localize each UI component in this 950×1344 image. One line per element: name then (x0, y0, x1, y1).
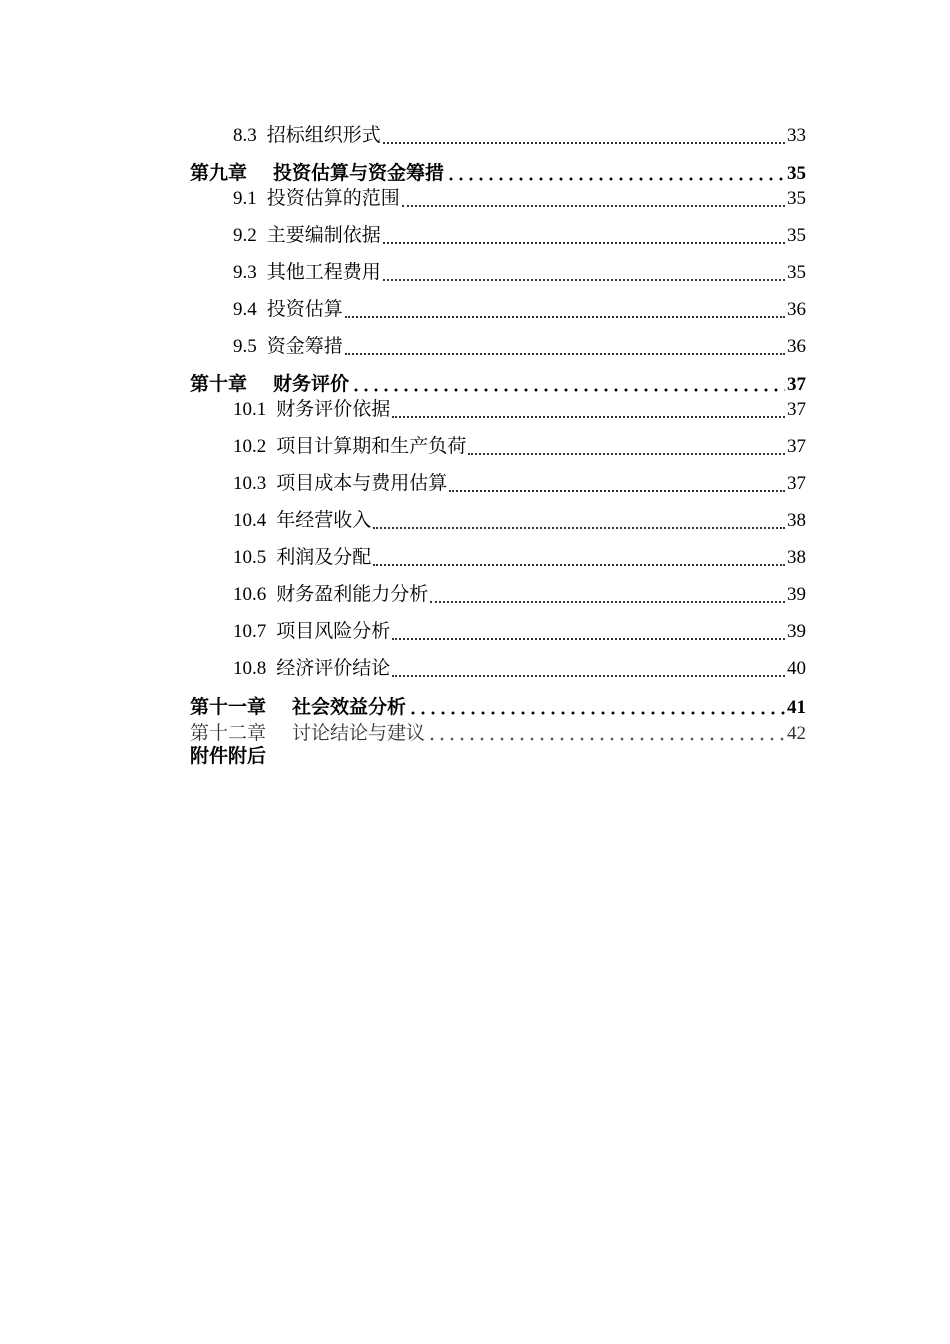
entry-title: 项目计算期和生产负荷 (276, 436, 467, 457)
toc-entry-10-7[interactable] (233, 618, 806, 646)
dot-leader (373, 519, 785, 529)
entry-title: 财务评价依据 (276, 399, 391, 420)
entry-page: 35 (787, 188, 806, 209)
dot-leader (449, 482, 785, 492)
toc-chapter-9[interactable] (190, 160, 806, 188)
dot-leader (392, 408, 785, 418)
entry-number: 10.3 (233, 473, 267, 494)
dot-leader (373, 556, 785, 566)
entry-page: 38 (787, 547, 806, 568)
entry-title: 投资估算的范围 (266, 188, 400, 209)
entry-title: 年经营收入 (276, 510, 372, 531)
dot-leader (430, 593, 785, 603)
toc-chapter-10[interactable] (190, 371, 806, 399)
entry-page: 42 (787, 723, 806, 744)
dot-leader (383, 134, 785, 144)
entry-title: 投资估算 (266, 299, 343, 320)
dot-leader (402, 197, 785, 207)
entry-title: 其他工程费用 (266, 262, 381, 283)
chapter-number: 第十二章 (190, 723, 267, 744)
toc-chapter-11[interactable] (190, 694, 806, 722)
dot-leader (392, 630, 785, 640)
chapter-number: 第十一章 (190, 697, 267, 718)
chapter-title: 投资估算与资金筹措 (273, 163, 445, 184)
entry-number: 10.7 (233, 621, 267, 642)
entry-page: 37 (787, 374, 806, 395)
entry-title: 招标组织形式 (266, 125, 381, 146)
entry-page: 39 (787, 621, 806, 642)
dot-leader (345, 345, 785, 355)
dot-leader (345, 308, 785, 318)
chapter-title: 财务评价 (273, 374, 350, 395)
toc-entry-10-1[interactable] (233, 396, 806, 424)
toc-entry-9-5[interactable] (233, 333, 806, 361)
entry-title: 项目风险分析 (276, 621, 391, 642)
entry-title: 主要编制依据 (266, 225, 381, 246)
entry-page: 39 (787, 584, 806, 605)
toc-entry-9-4[interactable] (233, 296, 806, 324)
toc-entry-9-2[interactable] (233, 222, 806, 250)
toc-entry-9-3[interactable] (233, 259, 806, 287)
toc-entry-9-1[interactable] (233, 185, 806, 213)
entry-page: 37 (787, 436, 806, 457)
entry-page: 35 (787, 262, 806, 283)
entry-title: 项目成本与费用估算 (276, 473, 448, 494)
entry-title: 利润及分配 (276, 547, 372, 568)
entry-number: 9.3 (233, 262, 257, 283)
toc-entry-8-3[interactable] (233, 122, 806, 150)
entry-page: 35 (787, 163, 806, 184)
entry-page: 37 (787, 399, 806, 420)
entry-title: 财务盈利能力分析 (276, 584, 429, 605)
dot-leader (383, 271, 785, 281)
entry-page: 41 (787, 697, 806, 718)
entry-page: 36 (787, 299, 806, 320)
dot-leader (383, 234, 785, 244)
toc-appendix[interactable] (190, 743, 806, 771)
chapter-number: 第九章 (190, 163, 248, 184)
toc-entry-10-4[interactable] (233, 507, 806, 535)
dot-leader (392, 667, 785, 677)
dot-leader (446, 174, 785, 182)
chapter-title: 讨论结论与建议 (292, 723, 426, 744)
toc-entry-10-6[interactable] (233, 581, 806, 609)
entry-number: 10.8 (233, 658, 267, 679)
toc-entry-10-5[interactable] (233, 544, 806, 572)
entry-number: 10.6 (233, 584, 267, 605)
entry-page: 37 (787, 473, 806, 494)
entry-title: 经济评价结论 (276, 658, 391, 679)
entry-page: 35 (787, 225, 806, 246)
dot-leader (427, 734, 785, 742)
dot-leader (408, 708, 785, 716)
toc-entry-10-2[interactable] (233, 433, 806, 461)
chapter-title: 社会效益分析 (292, 697, 407, 718)
dot-leader (351, 385, 785, 393)
entry-title: 资金筹措 (266, 336, 343, 357)
entry-number: 10.2 (233, 436, 267, 457)
dot-leader (468, 445, 785, 455)
entry-number: 10.4 (233, 510, 267, 531)
entry-number: 10.5 (233, 547, 267, 568)
chapter-number: 第十章 (190, 374, 248, 395)
entry-page: 33 (787, 125, 806, 146)
entry-number: 9.2 (233, 225, 257, 246)
entry-number: 9.5 (233, 336, 257, 357)
toc-entry-10-8[interactable] (233, 655, 806, 683)
entry-number: 9.4 (233, 299, 257, 320)
appendix-label: 附件附后 (190, 746, 267, 767)
entry-number: 10.1 (233, 399, 267, 420)
entry-page: 40 (787, 658, 806, 679)
toc-entry-10-3[interactable] (233, 470, 806, 498)
entry-page: 36 (787, 336, 806, 357)
entry-number: 9.1 (233, 188, 257, 209)
entry-number: 8.3 (233, 125, 257, 146)
entry-page: 38 (787, 510, 806, 531)
